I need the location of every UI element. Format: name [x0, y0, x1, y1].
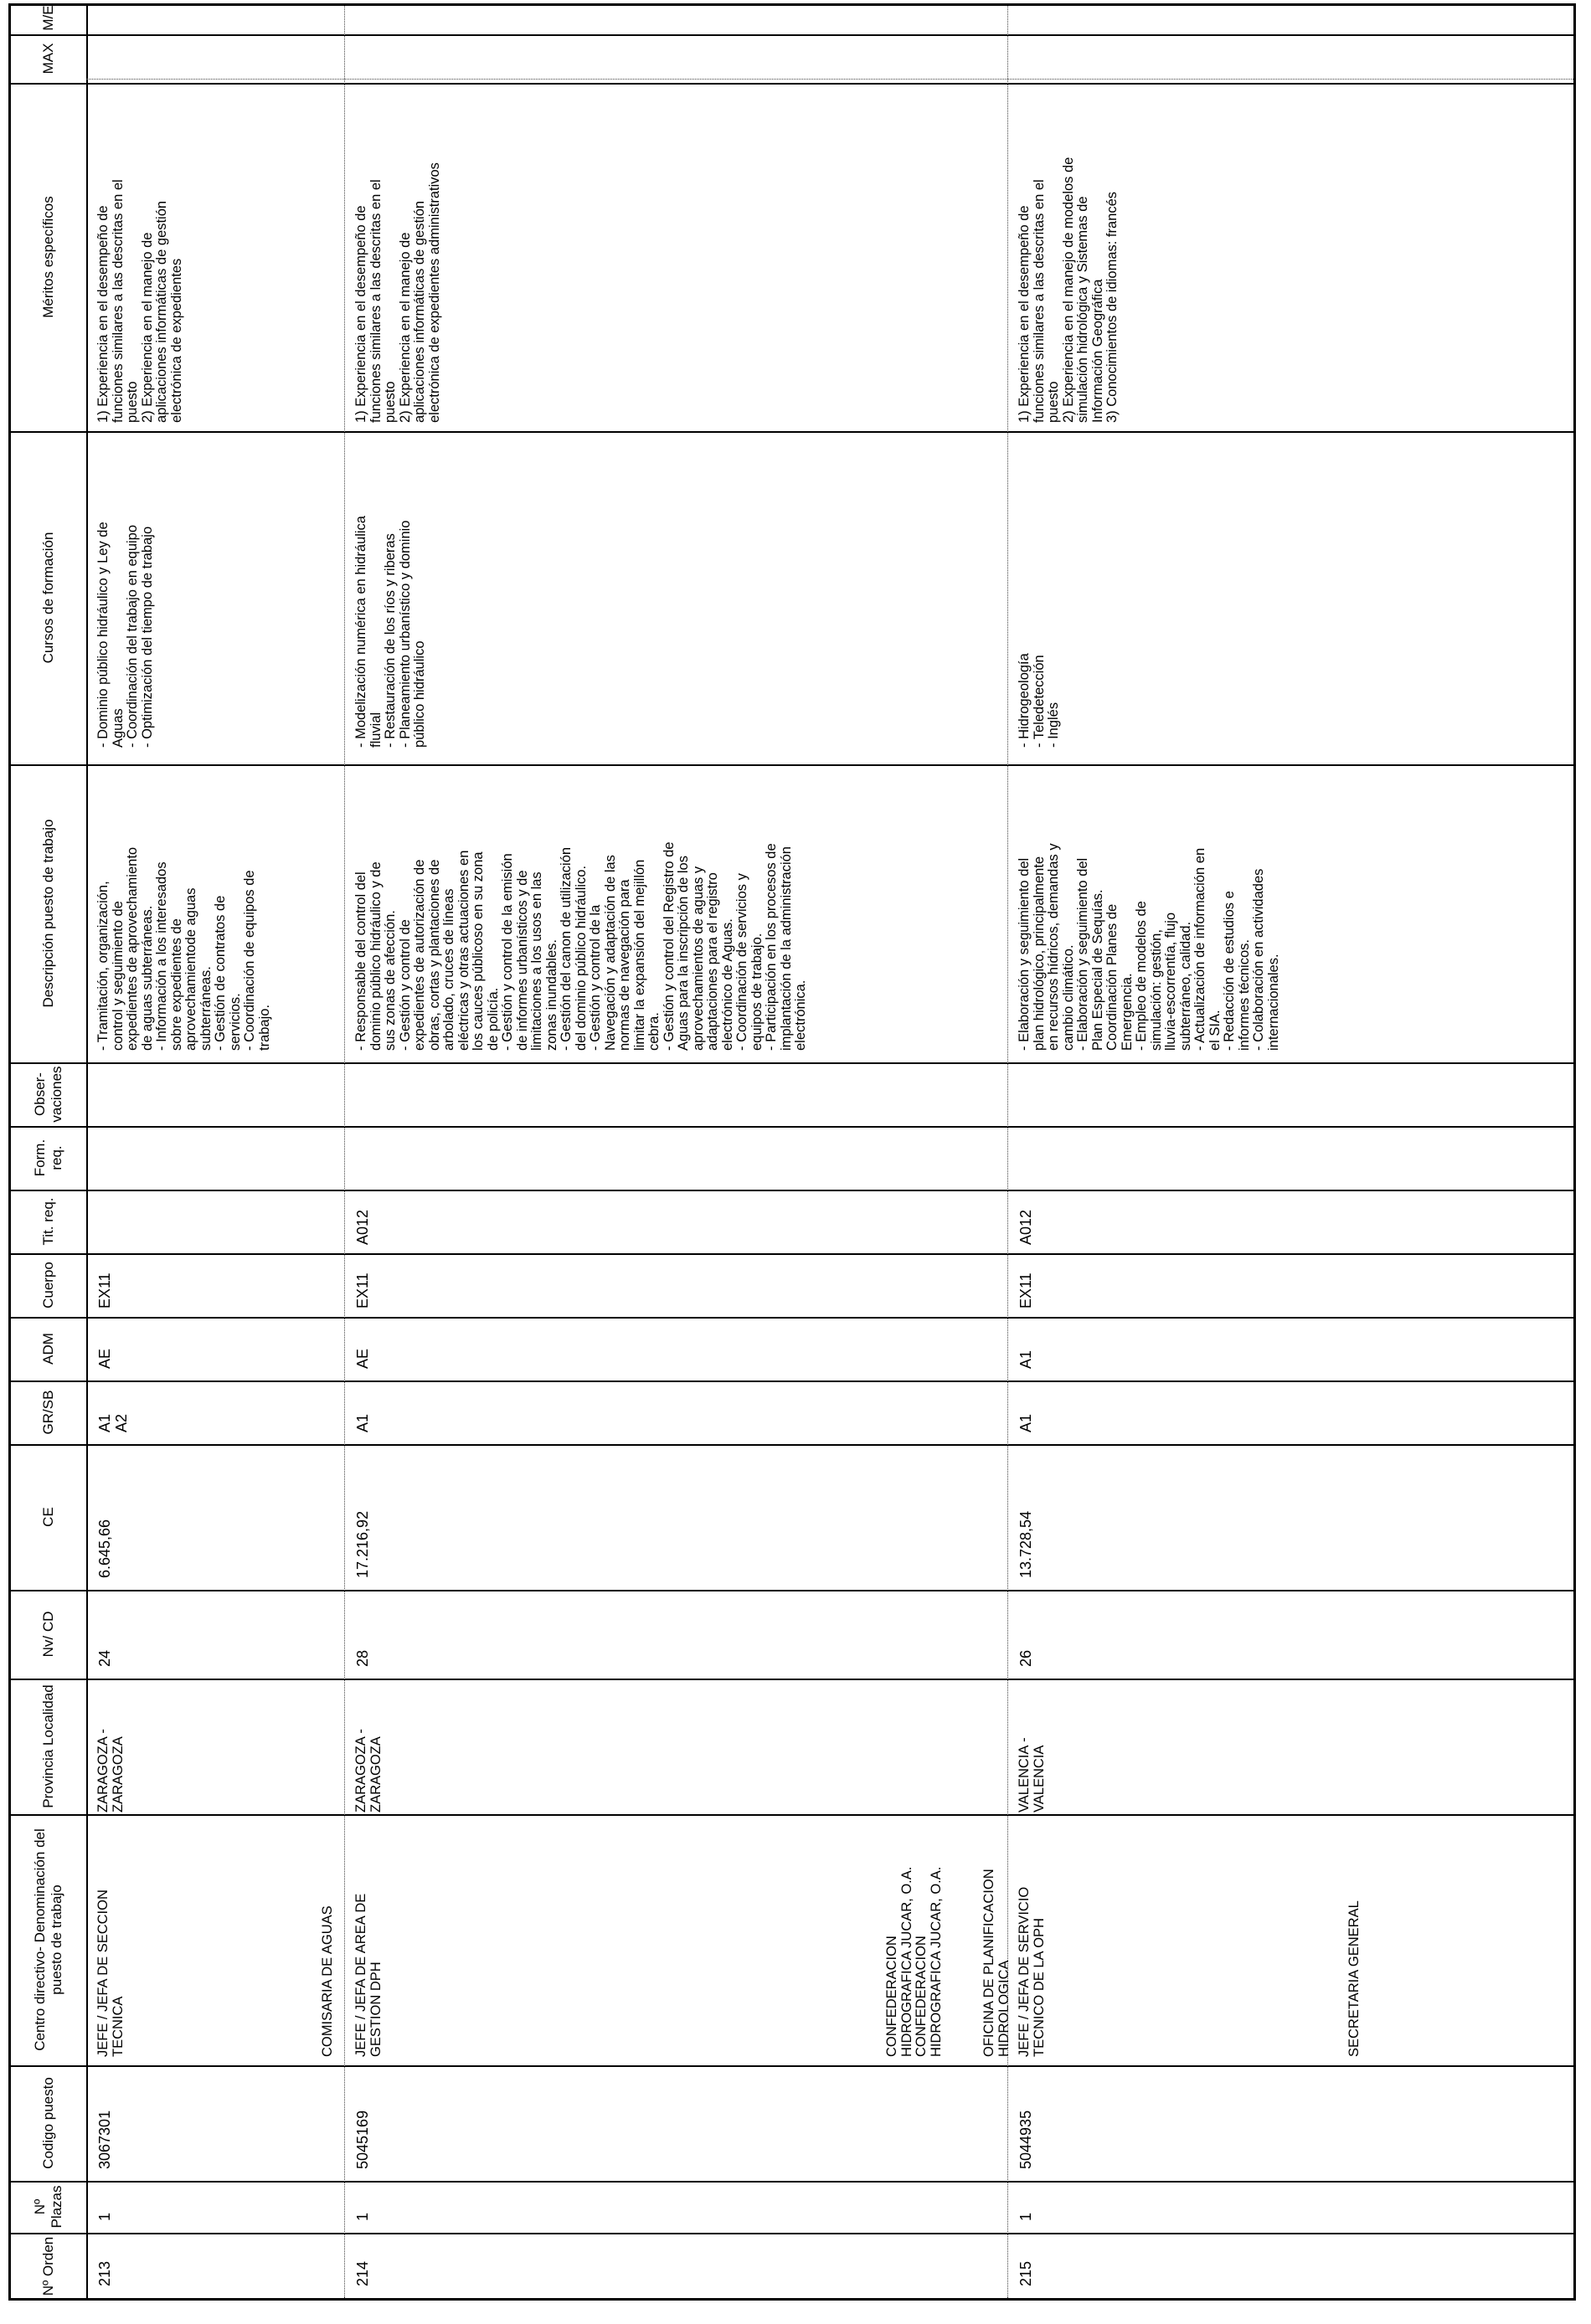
- header-provincia: Provincia Localidad: [40, 1684, 56, 1808]
- heading-comisaria: COMISARIA DE AGUAS: [320, 1905, 335, 2057]
- header-observaciones: Obser- vaciones: [32, 1066, 64, 1123]
- row-213-adm: AE: [96, 1348, 113, 1369]
- column-nivel: [11, 1590, 1573, 1680]
- row-214-descripcion: - Responsable del control del dominio público hidráulico y de sus zonas de afección. - Gestión y control de expedientes de autorización de obras, cortas y plantaciones de arbolado, cruces de líneas eléctricas y otras actuaciones en los cauces públicoso en su zona de policía. - Gestión y control de la emisión de informes urbanísticos y de limitaciones a los usos en las zonas inundables. - Gestión del canon de utilización del dominio público hidráulico. - Gestión y control de la Navegación y adaptación de las normas de navegación para limitar la expansión del mejillón cebra. - Gestión y control del Registro de Aguas para la inscripción de los aprovechamientos de aguas y adaptaciones para el registro electrónico de Aguas. - Coordinación de servicios y equipos de trabajo. - Participación en los procesos de implantación de la administración electrónica.: [353, 841, 808, 1051]
- column-cuerpo: [11, 1253, 1573, 1319]
- row-214-meritos: 1) Experiencia en el desempeño de funciones similares a las descritas en el puesto 2) Experiencia en el manejo de aplicaciones informáticas de gestión electrónica de expedientes administrativos: [353, 162, 442, 423]
- dotted-rule: [86, 79, 1573, 80]
- row-214-provincia: ZARAGOZA - ZARAGOZA: [353, 1729, 384, 1812]
- column-orden: [11, 2234, 1573, 2298]
- positions-table: [8, 3, 1576, 2301]
- row-214-centro: JEFE / JEFA DE AREA DE GESTION DPH: [353, 1893, 384, 2057]
- row-215-plazas: 1: [1017, 2212, 1034, 2221]
- column-titulacion: [11, 1190, 1573, 1255]
- row-215-provincia: VALENCIA - VALENCIA: [1017, 1737, 1047, 1812]
- column-provincia: [11, 1679, 1573, 1816]
- row-213-ce: 6.645,66: [96, 1519, 113, 1578]
- row-213-nivel: 24: [96, 1649, 113, 1667]
- column-max: [11, 34, 1573, 85]
- header-cuerpo: Cuerpo: [40, 1262, 56, 1309]
- row-214-ce: 17.216,92: [354, 1510, 371, 1578]
- header-ce: CE: [40, 1507, 56, 1527]
- heading-confederacion: CONFEDERACION HIDROGRAFICA JUCAR, O.A. CONFEDERACION HIDROGRAFICA JUCAR, O.A.: [884, 1866, 944, 2057]
- row-215-cuerpo: EX11: [1017, 1273, 1034, 1309]
- header-cursos: Cursos de formación: [40, 532, 56, 664]
- row-214-nivel: 28: [354, 1649, 371, 1667]
- row-213-cuerpo: EX11: [96, 1273, 113, 1309]
- header-grupo: GR/SB: [40, 1390, 56, 1435]
- row-214-cuerpo: EX11: [354, 1273, 371, 1309]
- row-213-meritos: 1) Experiencia en el desempeño de funciones similares a las descritas en el puesto 2) Experiencia en el manejo de aplicaciones informáticas de gestión electrónica de expedientes: [95, 179, 184, 423]
- header-meritos: Méritos específicos: [40, 196, 56, 318]
- heading-oficina: OFICINA DE PLANIFICACION HIDROLOGICA: [981, 1869, 1012, 2057]
- row-214-titulacion: A012: [354, 1209, 371, 1245]
- column-plazas: [11, 2181, 1573, 2234]
- row-215-meritos: 1) Experiencia en el desempeño de funciones similares a las descritas en el puesto 2) Experiencia en el manejo de modelos de simulación hidrológica y Sistemas de Información Geográfica 3) Conocimientos de idiomas: francés: [1017, 157, 1120, 423]
- row-214-grupo: A1: [354, 1413, 371, 1432]
- header-descripcion: Descripción puesto de trabajo: [40, 819, 56, 1008]
- header-codigo: Codigo puesto: [40, 2077, 56, 2169]
- row-divider: [1007, 6, 1008, 2298]
- row-214-adm: AE: [354, 1348, 371, 1369]
- column-observaciones: [11, 1062, 1573, 1128]
- header-plazas: Nº Plazas: [32, 2185, 64, 2229]
- column-cursos: [11, 431, 1573, 766]
- header-max: MAX: [40, 43, 56, 75]
- row-215-codigo: 5044935: [1017, 2110, 1034, 2169]
- row-215-ce: 13.728,54: [1017, 1510, 1034, 1578]
- heading-secretaria: SECRETARIA GENERAL: [1346, 1900, 1362, 2057]
- row-215-titulacion: A012: [1017, 1209, 1034, 1245]
- header-formacion: Form. req.: [32, 1139, 64, 1177]
- row-214-codigo: 5045169: [354, 2110, 371, 2169]
- row-215-adm: A1: [1017, 1350, 1034, 1369]
- row-213-cursos: - Dominio público hidráulico y Ley de Aguas - Coordinación del trabajo en equipo - Optimización del tiempo de trabajo: [95, 522, 155, 748]
- row-215-orden: 215: [1017, 2260, 1034, 2286]
- header-orden: Nº Orden: [40, 2236, 56, 2296]
- row-215-nivel: 26: [1017, 1649, 1034, 1667]
- column-meritos: [11, 83, 1573, 433]
- row-213-provincia: ZARAGOZA - ZARAGOZA: [95, 1729, 126, 1812]
- row-213-plazas: 1: [96, 2212, 113, 2221]
- row-215-centro: JEFE / JEFA DE SERVICIO TECNICO DE LA OPH: [1017, 1886, 1047, 2057]
- header-nivel: Nv/ CD: [40, 1611, 56, 1658]
- header-centro: Centro directivo- Denominación del puesto de trabajo: [32, 1828, 64, 2051]
- header-divider: [86, 6, 88, 2298]
- row-215-descripcion: - Elaboración y seguimiento del plan hidrológico, principalmente en recursos hídricos, demandas y cambio climático. - Elaboración y seguimiento del Plan Especial de Sequías. Coordinación Planes de Emergencia. - Empleo de modelos de simulación: gestión, lluvia-escorrentía, flujo subterráneo, calidad. - Actualización de información en el SIA. - Redacción de estudios e informes técnicos. - Colaboración en actividades internacionales.: [1017, 843, 1281, 1051]
- column-formacion: [11, 1126, 1573, 1191]
- row-215-grupo: A1: [1017, 1413, 1034, 1432]
- header-adm: ADM: [40, 1333, 56, 1365]
- row-213-centro: JEFE / JEFA DE SECCION TECNICA: [95, 1890, 126, 2057]
- column-centro: [11, 1814, 1573, 2067]
- column-ce: [11, 1444, 1573, 1591]
- row-213-grupo: A1 A2: [96, 1413, 130, 1432]
- row-213-descripcion: - Tramitación, organización, control y seguimiento de expedientes de aprovechamiento de aguas subterráneas. - Información a los interesados sobre expedientes de aprovechamientode aguas subterráneas. - Gestión de contratos de servicios. - Coordinación de equipos de trabajo.: [95, 846, 272, 1051]
- row-213-orden: 213: [96, 2260, 113, 2286]
- column-adm: [11, 1317, 1573, 1382]
- header-me: M/E: [40, 5, 56, 31]
- column-descripcion: [11, 764, 1573, 1064]
- column-codigo: [11, 2065, 1573, 2183]
- row-215-cursos: - Hidrogeología - Teledetección - Inglés: [1017, 653, 1061, 748]
- row-214-orden: 214: [354, 2260, 371, 2286]
- column-me: [11, 2, 1573, 36]
- column-grupo: [11, 1381, 1573, 1446]
- row-214-plazas: 1: [354, 2212, 371, 2221]
- row-213-codigo: 3067301: [96, 2110, 113, 2169]
- row-divider: [344, 6, 345, 2298]
- row-214-cursos: - Modelización numérica en hidráulica fluvial - Restauración de los ríos y riberas - Planeamiento urbanístico y dominio público hidráulico: [353, 516, 427, 748]
- header-titulacion: Tit. req.: [40, 1197, 56, 1246]
